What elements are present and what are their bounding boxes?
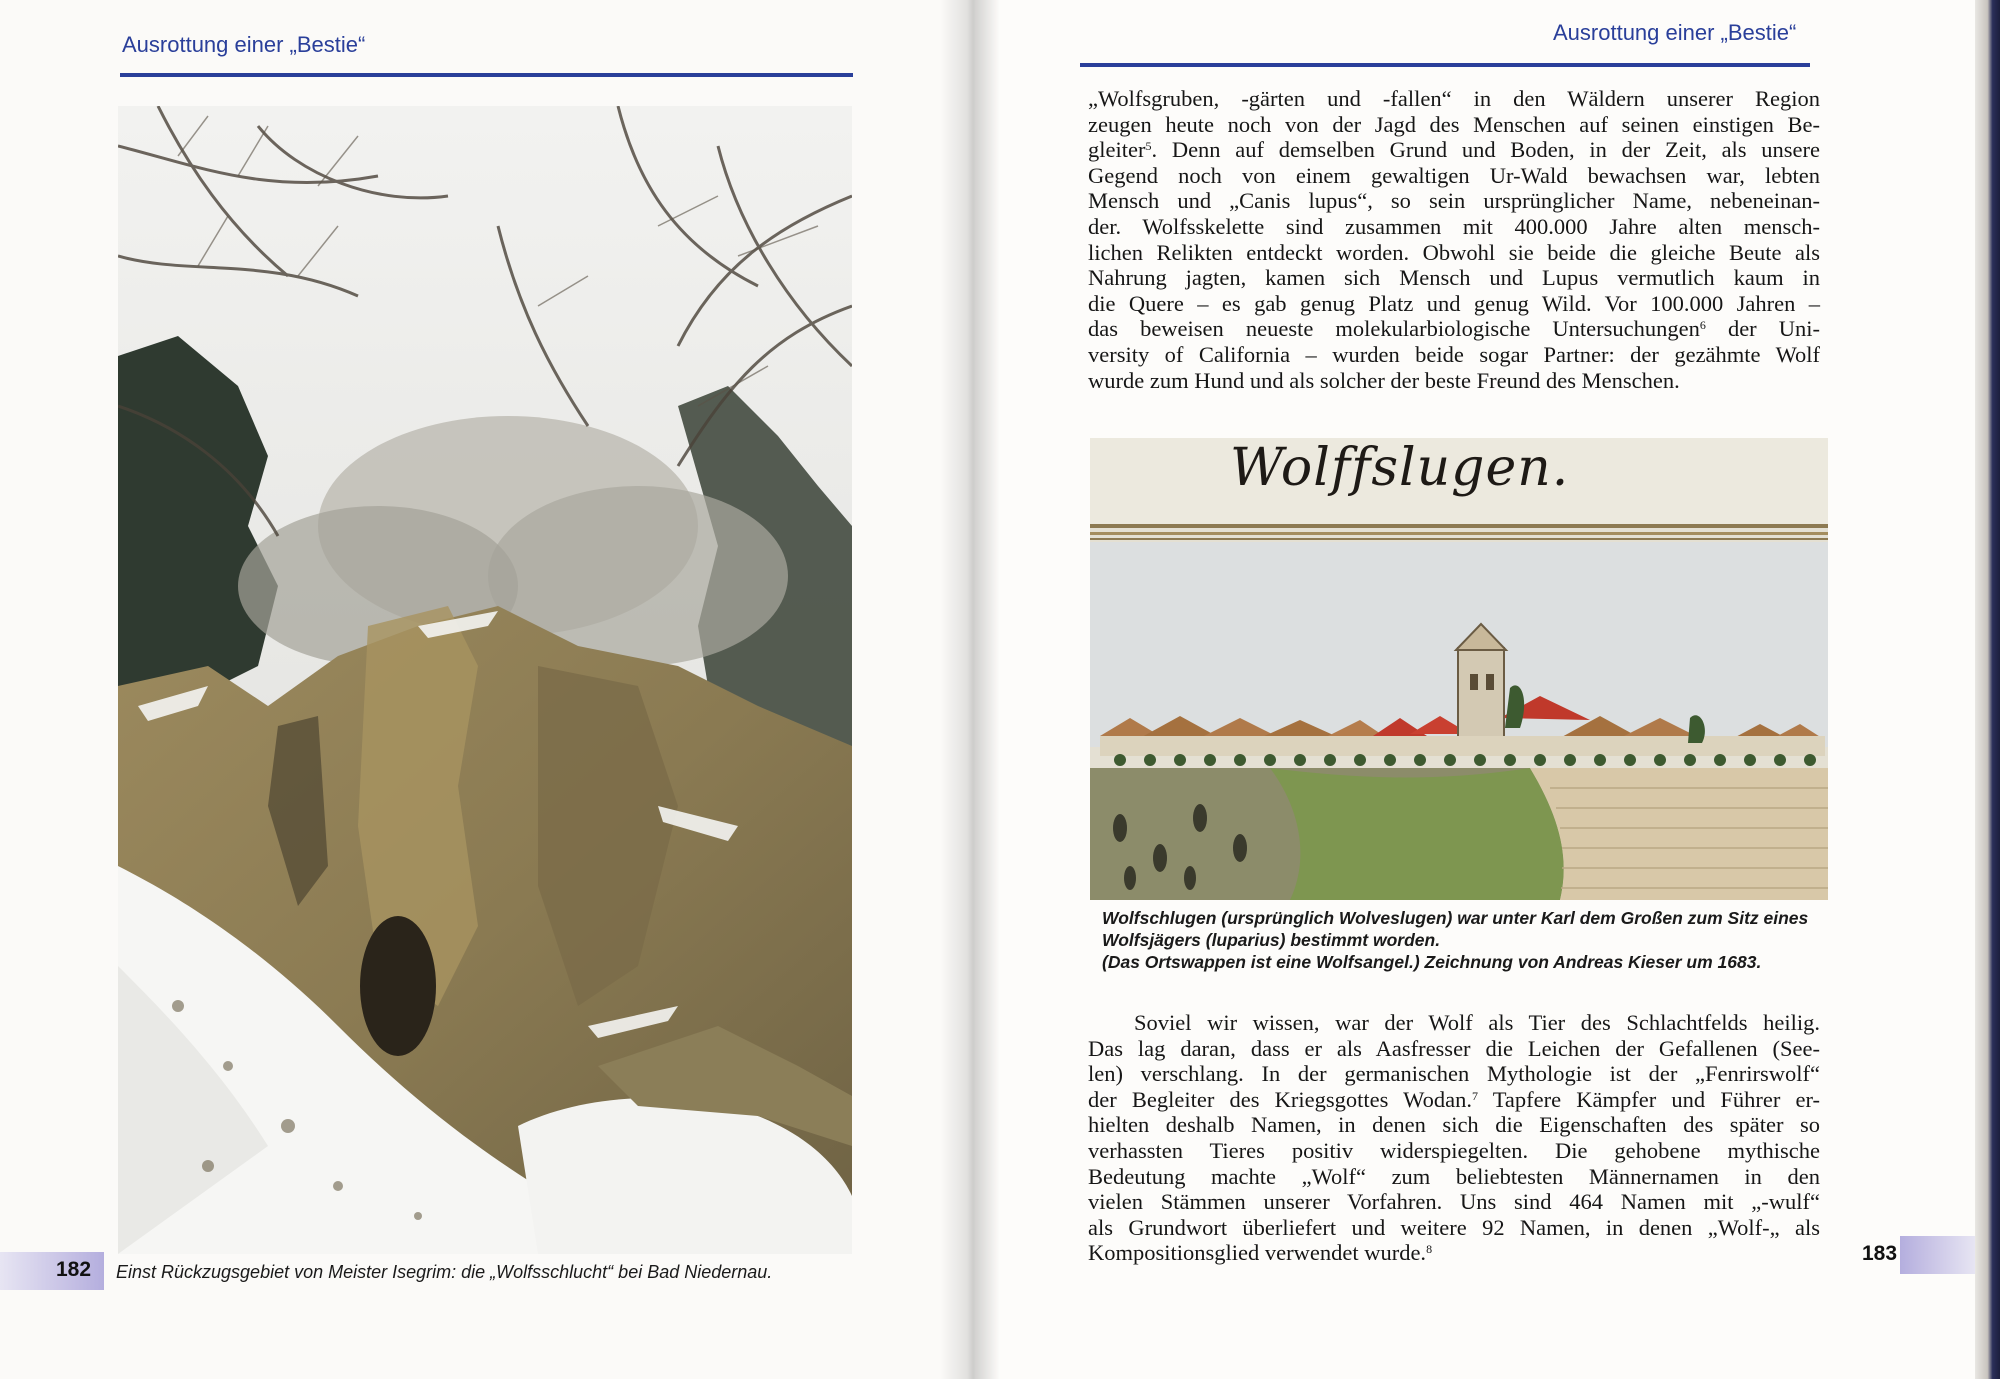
text-line: vielen Stämmen unserer Vorfahren. Uns sind 464 Namen mit „-wulf“ — [1088, 1189, 1820, 1215]
text-line: Gegend noch von einem gewaltigen Ur-Wald bewachsen war, lebten — [1088, 162, 1820, 188]
footnote-ref: 5 — [1145, 139, 1152, 154]
page-tab-right — [1900, 1236, 1975, 1274]
text-line: als Grundwort überliefert und weitere 92 Namen, in denen „Wolf-„ als — [1088, 1214, 1820, 1240]
page-number-right: 183 — [1862, 1242, 1898, 1265]
text-line: wurde zum Hund und als solcher der beste Freund des Menschen. — [1088, 367, 1680, 393]
caption-line: Wolfsjägers (luparius) bestimmt worden. — [1102, 930, 1441, 950]
caption-line: Wolfschlugen (ursprünglich Wolveslugen) war unter Karl dem Großen zum Sitz eines — [1102, 908, 1809, 928]
text-line: der Begleiter des Kriegsgottes Wodan.$^7$ Tapfere Kämpfer und Führer er- — [1088, 1086, 1820, 1112]
footnote-ref: 7 — [1471, 1088, 1478, 1103]
header-rule-right — [1080, 63, 1810, 67]
footnote-ref: 6 — [1699, 318, 1706, 333]
text-line: der. Wolfsskelette sind zusammen mit 400.000 Jahre alten mensch- — [1088, 213, 1820, 239]
text-line: Kompositionsglied verwendet wurde.$^8$ — [1088, 1240, 1433, 1266]
running-head-left: Ausrottung einer „Bestie“ — [122, 32, 366, 57]
page-number-left: 182 — [56, 1258, 92, 1281]
text-line: verhassten Tieres positiv widerspiegelten. Die gehobene mythische — [1088, 1137, 1820, 1163]
text-line: Soviel wir wissen, war der Wolf als Tier des Schlachtfelds heilig. — [1134, 1010, 1820, 1035]
text-line: len) verschlang. In der germanischen Mythologie ist der „Fenrirswolf“ — [1088, 1061, 1820, 1087]
text-line: Nahrung jagten, kamen sich Mensch und Lupus vermutlich kaum in — [1088, 265, 1820, 291]
photo-caption: Einst Rückzugsgebiet von Meister Isegrim: die „Wolfsschlucht“ bei Bad Niedernau. — [116, 1262, 773, 1282]
left-page — [0, 0, 975, 1379]
paragraph-2 — [1088, 1010, 1820, 1266]
text-line: versity of California – wurden beide sogar Partner: der gezähmte Wolf — [1088, 341, 1820, 367]
running-head-right: Ausrottung einer „Bestie“ — [1553, 20, 1797, 45]
text-line: Das lag daran, dass er als Aasfresser die Leichen der Gefallenen (See- — [1088, 1035, 1820, 1061]
text-line: zeugen heute noch von der Jagd des Menschen auf seinen einstigen Be- — [1088, 111, 1820, 137]
caption-line: (Das Ortswappen ist eine Wolfsangel.) Zeichnung von Andreas Kieser um 1683. — [1102, 952, 1762, 972]
footnote-ref: 8 — [1426, 1242, 1433, 1257]
text-line: Bedeutung machte „Wolf“ zum beliebtesten Männernamen in den — [1088, 1163, 1820, 1189]
text-line: „Wolfsgruben, -gärten und -fallen“ in den Wäldern unserer Region — [1088, 86, 1820, 111]
drawing-caption — [1102, 907, 1832, 973]
kieser-drawing — [1090, 438, 1828, 900]
drawing-title: Wolffslugen. — [1230, 438, 1570, 498]
gutter-shadow — [940, 0, 1000, 1379]
text-line: das beweisen neueste molekularbiologische Untersuchungen$^6$ der Uni- — [1088, 316, 1820, 342]
text-line: gleiter$^5$. Denn auf demselben Grund und Boden, in der Zeit, als unsere — [1088, 137, 1820, 163]
paragraph-1 — [1088, 86, 1820, 393]
header-rule-left — [120, 73, 853, 77]
wolfsschlucht-photo — [118, 106, 852, 1254]
text-line: die Quere – es gab genug Platz und genug Wild. Vor 100.000 Jahren – — [1088, 290, 1820, 316]
text-line: lichen Relikten entdeckt worden. Obwohl sie beide die gleiche Beute als — [1088, 239, 1820, 265]
text-line: Mensch und „Canis lupus“, so sein ursprünglicher Name, nebeneinan- — [1088, 188, 1820, 214]
text-line: hielten deshalb Namen, in denen sich die Eigenschaften des später so — [1088, 1112, 1820, 1138]
book-edge — [1975, 0, 2000, 1379]
